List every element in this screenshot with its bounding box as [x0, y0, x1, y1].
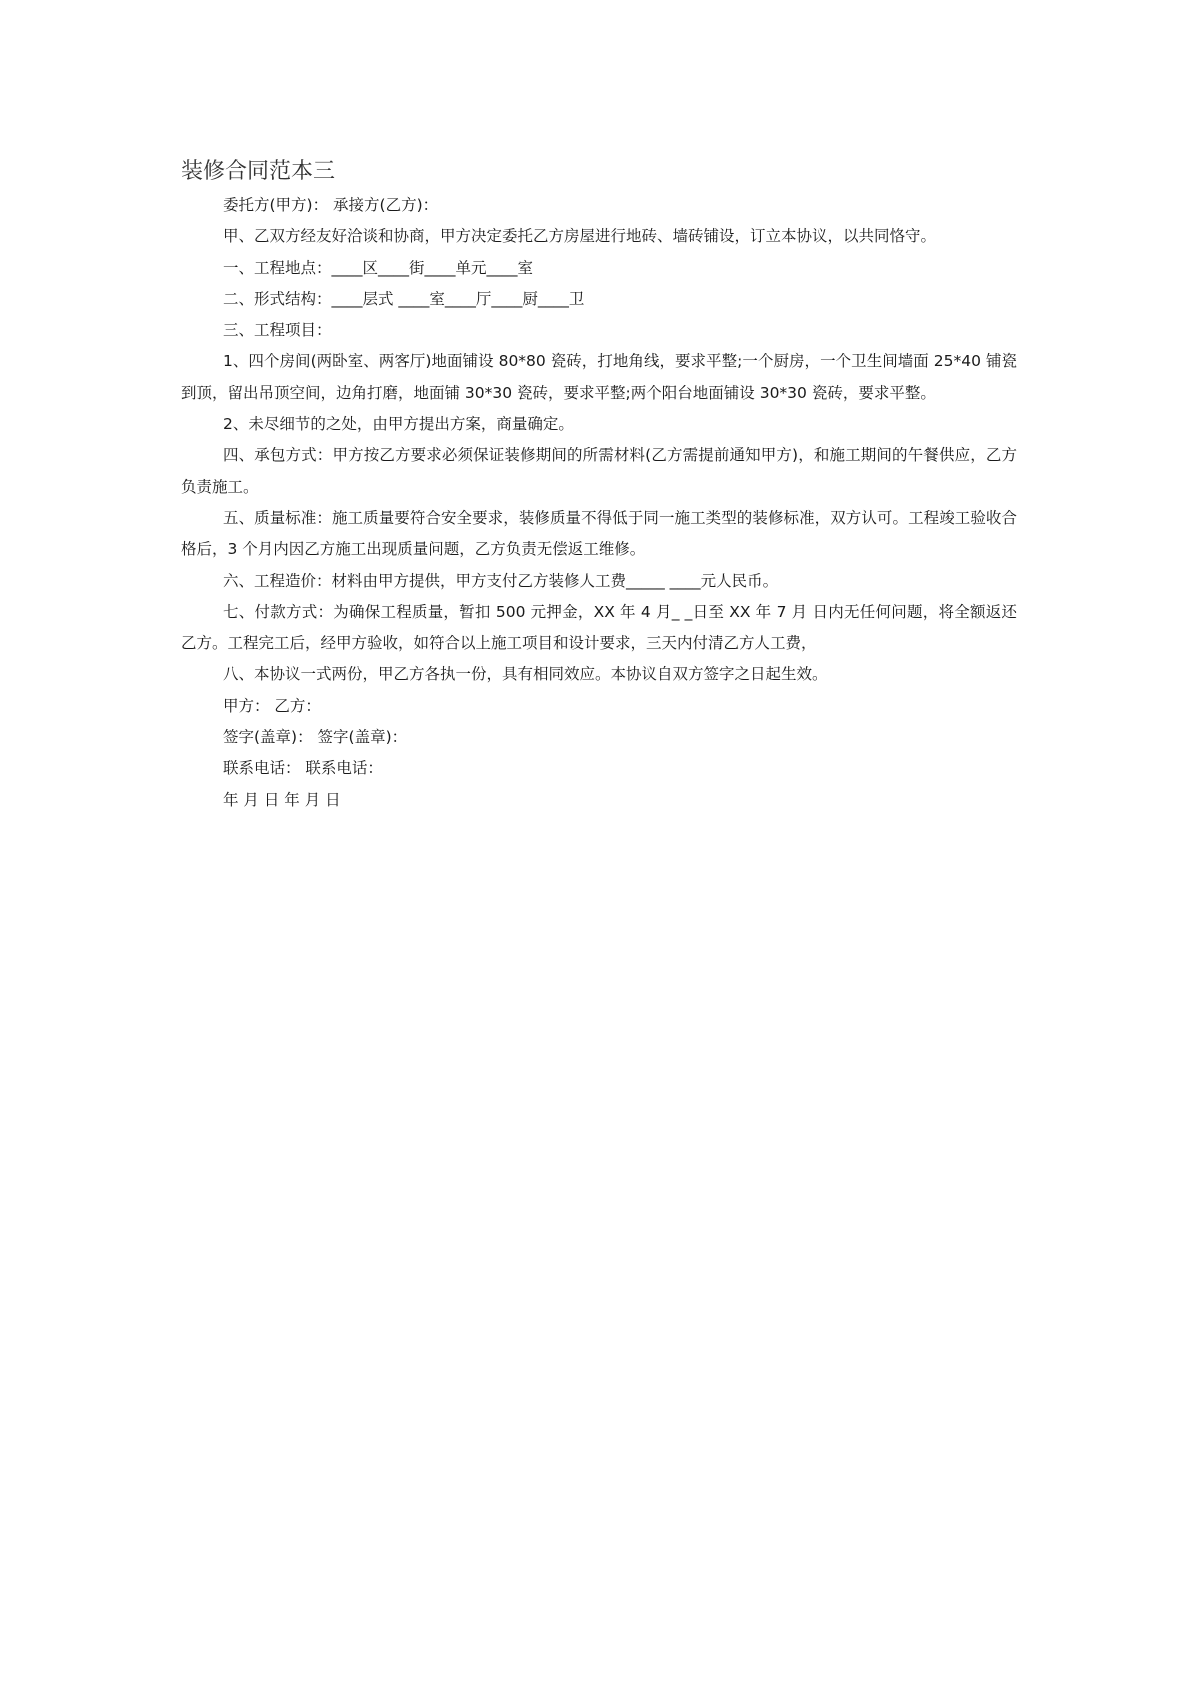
document-body — [181, 190, 1017, 816]
paragraph-location: 一、工程地点：____区____街____单元____室 — [223, 258, 534, 277]
paragraph-item-2: 2、未尽细节的之处，由甲方提出方案，商量确定。 — [223, 415, 574, 434]
paragraph-copies: 八、本协议一式两份，甲乙方各执一份，具有相同效应。本协议自双方签字之日起生效。 — [223, 665, 828, 684]
paragraph-payment: 七、付款方式：为确保工程质量，暂扣 500 元押金，XX 年 4 月_ _日至 XX 年 7 月 日内无任何问题，将全额返还乙方。工程完工后，经甲方验收，如符合以上施工项目和设计要求，三天内付清乙方人工费， — [181, 602, 1017, 653]
paragraph-preamble: 甲、乙双方经友好洽谈和协商，甲方决定委托乙方房屋进行地砖、墙砖铺设，订立本协议，以共同恪守。 — [223, 227, 937, 246]
paragraph-items-heading: 三、工程项目： — [223, 321, 332, 340]
signature-parties: 甲方： 乙方： — [223, 696, 321, 715]
paragraph-structure: 二、形式结构：____层式 ____室____厅____厨____卫 — [223, 289, 585, 308]
signature-seal: 签字(盖章)： 签字(盖章)： — [223, 728, 408, 747]
paragraph-contract-method: 四、承包方式：甲方按乙方要求必须保证装修期间的所需材料(乙方需提前通知甲方)，和施工期间的午餐供应，乙方负责施工。 — [181, 446, 1017, 496]
document-title: 装修合同范本三 — [181, 159, 336, 184]
paragraph-item-1: 1、四个房间(两卧室、两客厅)地面铺设 80*80 瓷砖，打地角线，要求平整;一个厨房，一个卫生间墙面 25*40 铺瓷到顶，留出吊顶空间，边角打磨，地面铺 30*30 瓷砖，要求平整;两个阳台地面铺设 30*30 瓷砖，要求平整。 — [181, 352, 1017, 402]
signature-date: 年 月 日 年 月 日 — [223, 790, 341, 809]
paragraph-parties: 委托方(甲方)： 承接方(乙方)： — [223, 196, 439, 214]
paragraph-cost: 六、工程造价：材料由甲方提供，甲方支付乙方装修人工费_____ ____元人民币。 — [223, 571, 779, 590]
paragraph-quality-standard: 五、质量标准：施工质量要符合安全要求，装修质量不得低于同一施工类型的装修标准，双方认可。工程竣工验收合格后，3 个月内因乙方施工出现质量问题，乙方负责无偿返工维修。 — [181, 508, 1017, 559]
signature-phone: 联系电话： 联系电话： — [223, 759, 383, 778]
